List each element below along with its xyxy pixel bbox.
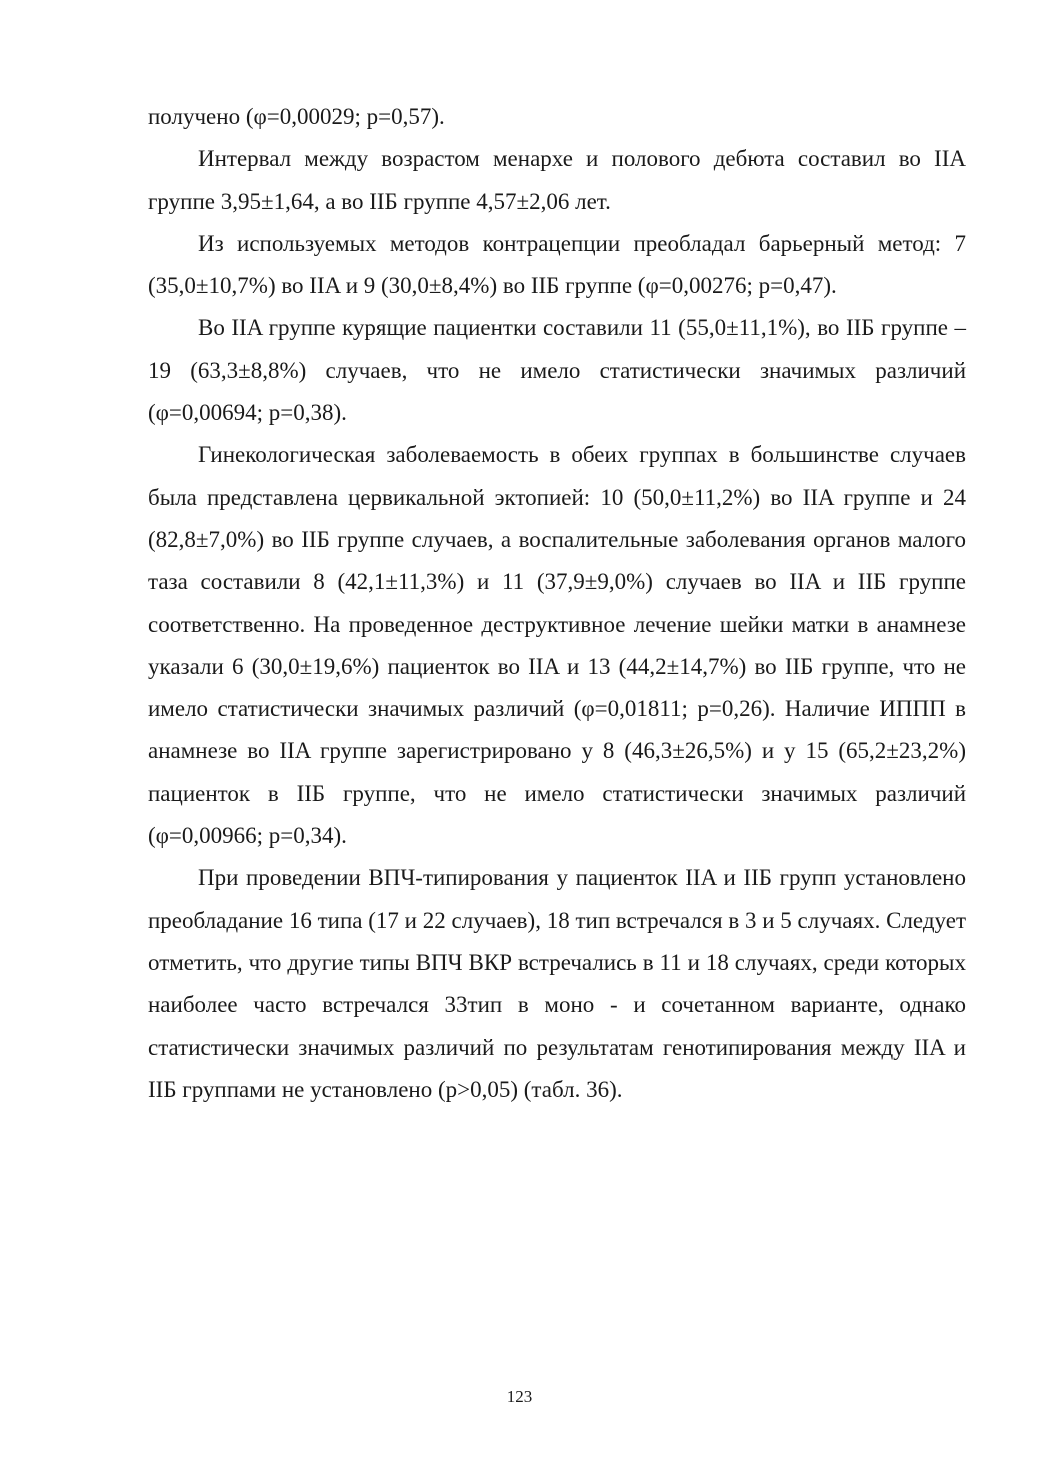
paragraph-gynecological-morbidity: Гинекологическая заболеваемость в обеих группах в большинстве случаев была представлена цервикальной эктопией: 10 (50,0±11,2%) во IIA группе и 24 (82,8±7,0%) во IIБ группе случаев, а воспалительные заболевания органов малого таза составили 8 (42,1±11,3%) и 11 (37,9±9,0%) случаев во IIA и IIБ группе соответственно. На проведенное деструктивное лечение шейки матки в анамнезе указали 6 (30,0±19,6%) пациенток во IIA и 13 (44,2±14,7%) во IIБ группе, что не имело статистически значимых различий (φ=0,01811; р=0,26). Наличие ИППП в анамнезе во IIA группе зарегистрировано у 8 (46,3±26,5%) и у 15 (65,2±23,2%) пациенток в IIБ группе, что не имело статистически значимых различий (φ=0,00966; р=0,34). bbox=[148, 442, 966, 849]
paragraph-continuation: получено (φ=0,00029; р=0,57). bbox=[148, 104, 445, 129]
paragraph-menarche-interval: Интервал между возрастом менархе и полового дебюта составил во IIA группе 3,95±1,64, а во IIБ группе 4,57±2,06 лет. bbox=[148, 146, 966, 214]
body-text bbox=[148, 96, 966, 1111]
paragraph-smoking: Во IIA группе курящие пациентки составили 11 (55,0±11,1%), во IIБ группе – 19 (63,3±8,8%) случаев, что не имело статистически значимых различий (φ=0,00694; р=0,38). bbox=[148, 315, 966, 426]
paragraph-contraception: Из используемых методов контрацепции преобладал барьерный метод: 7 (35,0±10,7%) во IIA и 9 (30,0±8,4%) во IIБ группе (φ=0,00276; р=0,47). bbox=[148, 230, 966, 299]
page-number: 123 bbox=[506, 1387, 533, 1406]
paragraph-hpv-typing: При проведении ВПЧ-типирования у пациенток IIA и IIБ групп установлено преобладание 16 типа (17 и 22 случаев), 18 тип встречался в 3 и 5 случаях. Следует отметить, что другие типы ВПЧ ВКР встречались в 11 и 18 случаях, среди которых наиболее часто встречался 33тип в моно - и сочетанном варианте, однако статистически значимых различий по результатам генотипирования между IIA и IIБ группами не установлено (р>0,05) (табл. 36). bbox=[148, 865, 966, 1102]
